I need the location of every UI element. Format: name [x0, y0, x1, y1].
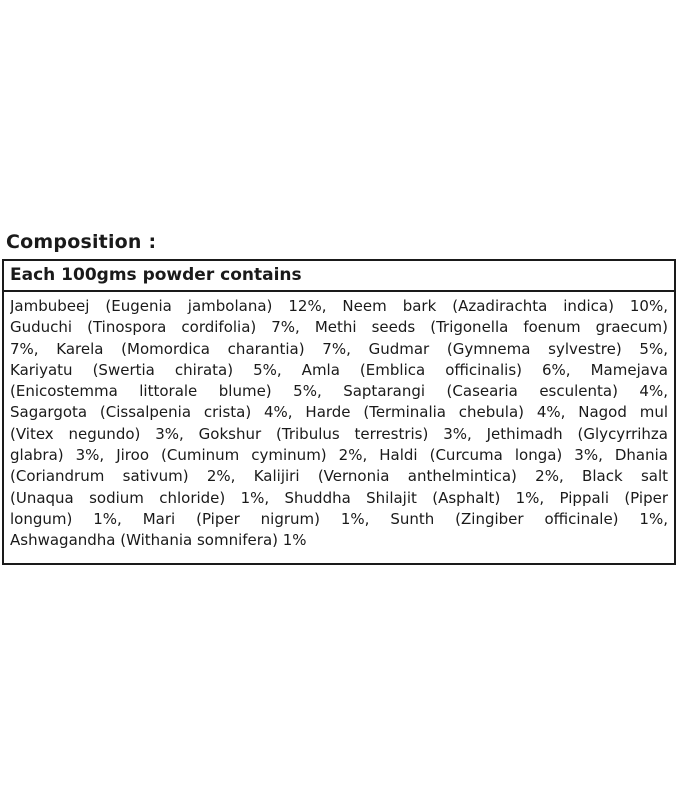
ingredients-line: Sagargota (Cissalpenia crista) 4%, Harde (Terminalia chebula) 4%, Nagod mul: [10, 403, 668, 422]
composition-title: Composition :: [6, 231, 157, 253]
table-header: Each 100gms powder contains: [4, 261, 674, 292]
ingredients-line: Jambubeej (Eugenia jambolana) 12%, Neem bark (Azadirachta indica) 10%,: [10, 297, 668, 315]
ingredients-line: 7%, Karela (Momordica charantia) 7%, Gudmar (Gymnema sylvestre) 5%,: [10, 339, 668, 358]
ingredients-line: (Enicostemma littorale blume) 5%, Saptarangi (Casearia esculenta) 4%,: [10, 382, 668, 401]
ingredients-line: (Unaqua sodium chloride) 1%, Shuddha Shilajit (Asphalt) 1%, Pippali (Piper: [10, 488, 668, 507]
ingredients-line: glabra) 3%, Jiroo (Cuminum cyminum) 2%, Haldi (Curcuma longa) 3%, Dhania: [10, 446, 668, 465]
ingredients-line: (Vitex negundo) 3%, Gokshur (Tribulus terrestris) 3%, Jethimadh (Glycyrrihza: [10, 424, 668, 443]
ingredients-line: Ashwagandha (Withania somnifera) 1%: [10, 531, 307, 550]
ingredients-text: [4, 292, 674, 552]
ingredients-line: Kariyatu (Swertia chirata) 5%, Amla (Emblica officinalis) 6%, Mamejava: [10, 360, 668, 379]
ingredients-line: longum) 1%, Mari (Piper nigrum) 1%, Sunth (Zingiber officinale) 1%,: [10, 509, 668, 528]
ingredients-line: (Coriandrum sativum) 2%, Kalijiri (Vernonia anthelmintica) 2%, Black salt: [10, 467, 668, 486]
ingredients-line: Guduchi (Tinospora cordifolia) 7%, Methi seeds (Trigonella foenum graecum): [10, 318, 668, 337]
composition-table: [2, 259, 676, 565]
